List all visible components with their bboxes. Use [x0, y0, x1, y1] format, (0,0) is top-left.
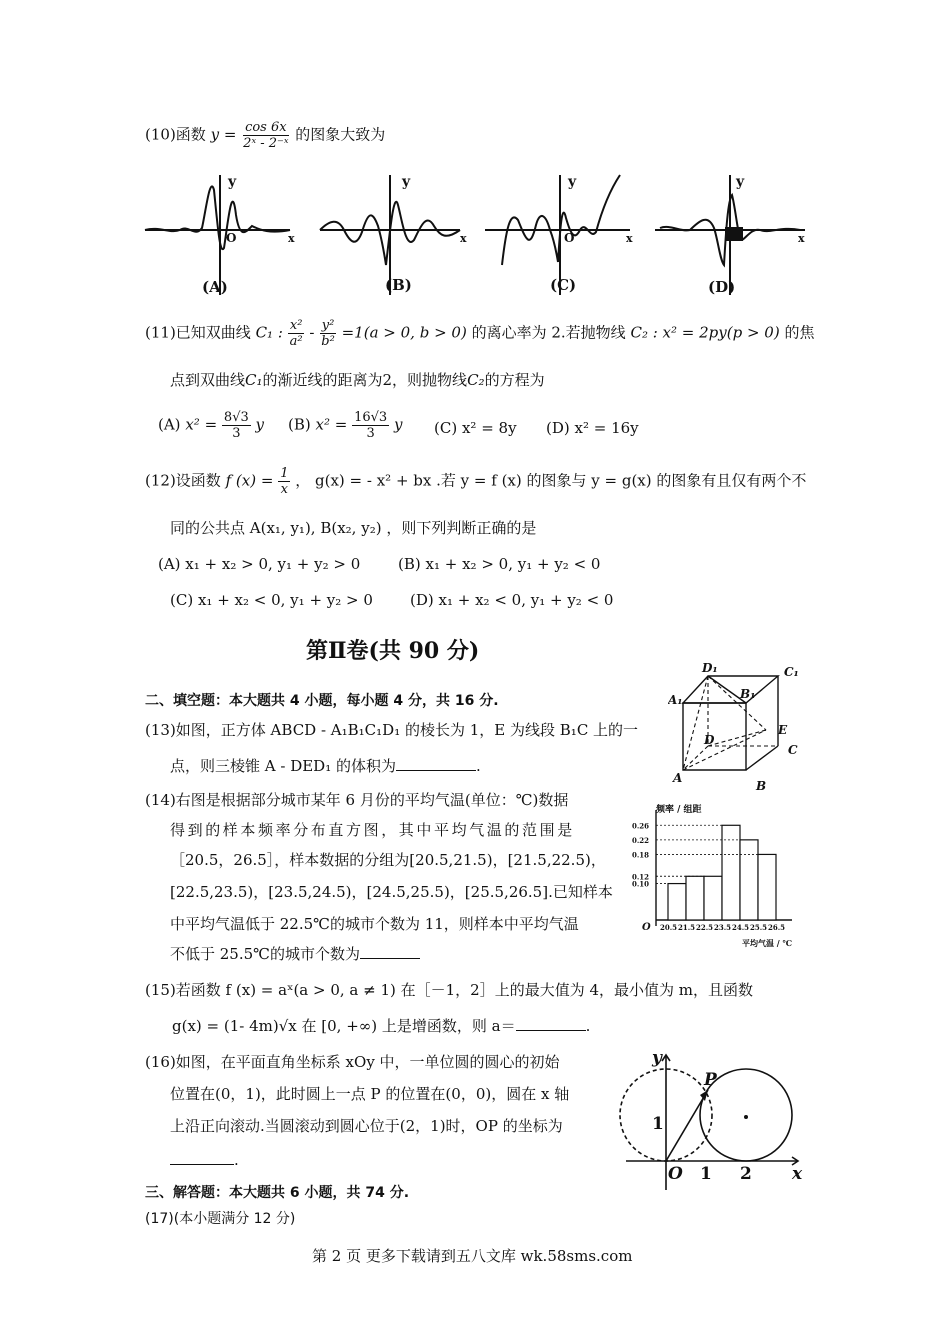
q11-option-b-label: (B) [288, 415, 311, 434]
q16-answer-blank[interactable] [170, 1164, 234, 1165]
q12-f-pre: f (x) = [225, 471, 274, 490]
q14-line2: 得到的样本频率分布直方图，其中平均气温的范围是 [170, 821, 575, 839]
q10-fraction [241, 120, 290, 151]
rolling-y-label: y [652, 1048, 662, 1068]
cube-label-b: B [756, 779, 767, 793]
q11-c1: C₁ : [255, 323, 283, 342]
q12-line1 [145, 466, 806, 497]
q12-f-den: x [280, 482, 288, 497]
q11-option-b-frac [352, 410, 389, 441]
q11-line2-c1: C₁ [245, 371, 263, 389]
q11-option-a-num: 8√3 [223, 410, 249, 425]
q11-line2c: 的方程为 [484, 371, 545, 389]
histogram-x-tick: 21.5 [678, 923, 696, 932]
histogram-origin: O [642, 922, 651, 933]
q14-line6 [170, 944, 420, 964]
graph-c-label: (C) [550, 276, 577, 294]
graph-a-label: (A) [202, 278, 228, 296]
q15-answer-blank[interactable] [516, 1030, 586, 1031]
q14-answer-blank[interactable] [360, 958, 420, 959]
q14-line3: ［20.5，26.5］，样本数据的分组为[20.5,21.5)，[21.5,22.5)， [170, 851, 606, 869]
histogram-x-tick: 23.5 [714, 923, 732, 932]
q12-rest: ， g(x) = - x² + bx .若 y = f (x) 的图象与 y = g(x) 的图象有且仅有两个不 [295, 471, 807, 490]
q11-option-a-label: (A) [158, 415, 181, 434]
rolling-1-y-label: 1 [652, 1114, 664, 1134]
q16-line4: . [170, 1150, 239, 1170]
histogram-x-tick: 24.5 [732, 923, 750, 932]
rolling-x-label: x [792, 1164, 803, 1184]
answer-heading: 三、解答题：本大题共 6 小题，共 74 分. [145, 1185, 410, 1201]
q15-line2: g(x) = (1- 4m)√x 在 [0, +∞) 上是增函数，则 a＝ . [172, 1017, 591, 1035]
q14-line6-text: 不低于 25.5℃的城市个数为 [170, 945, 360, 963]
cube-label-a1: A₁ [668, 693, 683, 707]
graph-a [145, 175, 290, 295]
q11-option-b-num: 16√3 [354, 410, 388, 425]
q11-line1 [145, 318, 815, 349]
histogram-y-tick: 0.22 [632, 835, 650, 845]
histogram-x-tick: 25.5 [750, 923, 768, 932]
q17-heading: (17)(本小题满分 12 分) [145, 1211, 296, 1227]
cube-figure [668, 658, 818, 798]
q12-option-d: (D) x₁ + x₂ < 0, y₁ + y₂ < 0 [410, 591, 614, 609]
q11-option-b-den: 3 [366, 426, 375, 441]
graph-a-x-label: x [288, 232, 295, 245]
q11-frac2-den: b² [321, 334, 335, 349]
graph-d-label: (D) [708, 278, 736, 296]
graph-a-origin: O [226, 231, 237, 245]
graph-a-y-label: y [228, 174, 237, 190]
q13-answer-blank[interactable] [396, 770, 476, 771]
rolling-2-x-label: 2 [740, 1164, 752, 1184]
q12-option-c: (C) x₁ + x₂ < 0, y₁ + y₂ > 0 [170, 591, 373, 609]
q11-option-d: (D) x² = 16y [546, 419, 639, 437]
histogram-y-tick: 0.12 [632, 872, 650, 882]
q10-question [145, 120, 385, 151]
histogram-ylabel: 频率 / 组距 [656, 805, 702, 815]
graph-d [655, 175, 805, 295]
q11-option-b [288, 410, 402, 441]
q11-option-a-pre: x² = [185, 415, 218, 434]
q13-line2: 点，则三棱锥 A - DED₁ 的体积为 . [170, 757, 481, 775]
q13-line2-text: 点，则三棱锥 A - DED₁ 的体积为 [170, 757, 396, 775]
cube-label-b1: B₁ [740, 687, 756, 701]
rolling-circle-figure [618, 1045, 808, 1195]
histogram-bar [704, 876, 722, 920]
graph-c-y-label: y [568, 174, 577, 190]
q11-frac2 [319, 318, 337, 349]
q11-option-b-pre: x² = [315, 415, 348, 434]
histogram-bar [740, 840, 758, 920]
q11-frac1-num: x² [289, 318, 303, 333]
q11-minus: - [309, 323, 315, 342]
graph-b-x-label: x [460, 232, 467, 245]
q11-line2 [170, 370, 545, 390]
q11-option-a [158, 410, 264, 441]
histogram-xlabel: 平均气温 / ℃ [742, 938, 793, 948]
q16-line1: (16)如图，在平面直角坐标系 xOy 中，一单位圆的圆心的初始 [145, 1053, 560, 1071]
graph-c-x-label: x [626, 232, 633, 245]
q10-graphs [140, 170, 810, 300]
q12-prefix: (12)设函数 [145, 471, 221, 490]
histogram-y-tick: 0.18 [632, 850, 650, 860]
rolling-1-x-label: 1 [700, 1164, 712, 1184]
part2-title: 第Ⅱ卷(共 90 分) [306, 638, 480, 664]
q11-frac1 [288, 318, 305, 349]
graph-c-origin: O [564, 231, 575, 245]
q11-mid: 的离心率为 2.若抛物线 [471, 323, 626, 342]
q10-lhs: y = [210, 125, 237, 144]
graph-b-y-label: y [402, 174, 411, 190]
histogram-x-tick: 26.5 [768, 923, 786, 932]
q11-frac1-den: a² [289, 334, 303, 349]
q14-line4: [22.5,23.5)，[23.5,24.5)，[24.5,25.5)，[25.5,26.5].已知样本 [170, 883, 613, 901]
q11-option-b-post: y [394, 415, 403, 434]
q11-option-a-den: 3 [232, 426, 241, 441]
q12-f-frac [278, 466, 290, 497]
q12-option-b: (B) x₁ + x₂ > 0, y₁ + y₂ < 0 [398, 555, 601, 573]
rolling-origin-label: O [668, 1164, 683, 1184]
q16-line2: 位置在(0，1)，此时圆上一点 P 的位置在(0，0)，圆在 x 轴 [170, 1085, 570, 1103]
graph-b-label: (B) [385, 276, 412, 294]
q11-line2a: 点到双曲线 [170, 371, 246, 389]
q12-line2: 同的公共点 A(x₁, y₁), B(x₂, y₂) ，则下列判断正确的是 [170, 519, 537, 537]
q11-eq: =1(a > 0, b > 0) [341, 323, 467, 342]
cube-label-d: D [704, 733, 715, 747]
q11-line2-c2: C₂ [467, 371, 485, 389]
histogram-bar [668, 884, 686, 920]
page-footer: 第 2 页 更多下载请到五八文库 wk.58sms.com [312, 1247, 633, 1265]
histogram-x-tick: 20.5 [660, 923, 678, 932]
q11-line2b: 的渐近线的距离为2，则抛物线 [262, 371, 468, 389]
q10-numerator: cos 6x [245, 120, 287, 135]
q15-line1: (15)若函数 f (x) = aˣ(a > 0, a ≠ 1) 在［－1，2］上的最大值为 4，最小值为 m，且函数 [145, 981, 754, 999]
q10-denominator: 2ˣ - 2⁻ˣ [243, 136, 289, 151]
q16-line3: 上沿正向滚动.当圆滚动到圆心位于(2，1)时，OP 的坐标为 [170, 1117, 563, 1135]
q15-line2-text: g(x) = (1- 4m)√x 在 [0, +∞) 上是增函数，则 a＝ [172, 1017, 516, 1035]
histogram-x-tick: 22.5 [696, 923, 714, 932]
q13-line1: (13)如图，正方体 ABCD - A₁B₁C₁D₁ 的棱长为 1，E 为线段 B₁C 上的一 [145, 721, 639, 739]
q14-line5: 中平均气温低于 22.5℃的城市个数为 11，则样本中平均气温 [170, 915, 579, 933]
q11-option-c: (C) x² = 8y [434, 419, 517, 437]
cube-label-c: C [788, 743, 798, 757]
q11-option-a-frac [222, 410, 251, 441]
graph-d-y-label: y [736, 174, 745, 190]
histogram-bar [686, 876, 704, 920]
graph-d-x-label: x [798, 232, 805, 245]
q14-line1: (14)右图是根据部分城市某年 6 月份的平均气温(单位：℃)数据 [145, 791, 569, 809]
q11-prefix: (11)已知双曲线 [145, 323, 251, 342]
q12-option-a: (A) x₁ + x₂ > 0, y₁ + y₂ > 0 [158, 555, 361, 573]
histogram-bar [758, 854, 776, 920]
cube-label-d1: D₁ [702, 661, 718, 675]
cube-label-e: E [778, 723, 788, 737]
q11-option-a-post: y [255, 415, 265, 434]
histogram-y-tick: 0.10 [632, 879, 650, 889]
cube-label-c1: C₁ [784, 665, 799, 679]
q11-end: 的焦 [784, 323, 815, 342]
q11-frac2-num: y² [321, 318, 335, 333]
rolling-p-label: P [704, 1070, 717, 1090]
q10-suffix: 的图象大致为 [295, 125, 386, 144]
cube-label-a: A [673, 771, 683, 785]
histogram-chart [630, 800, 810, 950]
q11-c2: C₂ : x² = 2py(p > 0) [630, 323, 780, 342]
fill-heading: 二、填空题：本大题共 4 小题，每小题 4 分，共 16 分. [145, 693, 499, 709]
q12-f-num: 1 [280, 466, 289, 481]
q10-prefix: (10)函数 [145, 125, 206, 144]
histogram-y-tick: 0.26 [632, 821, 650, 831]
